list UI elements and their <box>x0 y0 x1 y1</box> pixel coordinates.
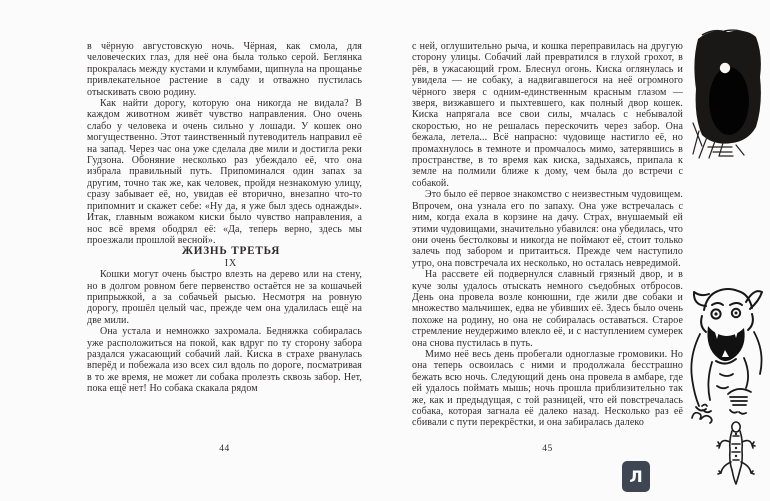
left-page <box>87 41 362 395</box>
animal-top-view-sketch <box>716 420 756 486</box>
logo-letter: Л <box>629 467 643 486</box>
snarling-dog-illustration <box>686 282 768 415</box>
chapter-heading: ЖИЗНЬ ТРЕТЬЯ <box>181 245 281 258</box>
body-paragraph: Мимо неё весь день пробегали одноглазые громовики. Но она теперь освоилась с ними и продолжала бесстрашно бежать всю ночь. Следующий день она провела в амбаре, где ей удалось поймать мышь; ночь прошла приблизительно так же, как и предыдущая, с той разницей, что ей повстречалась собака, которая загнала её далеко назад. Несколько раз её сбивали с пути перекрёстки, и она забиралась далеко <box>412 348 683 429</box>
left-page-number: 44 <box>219 444 230 454</box>
right-page <box>412 41 683 429</box>
section-number-heading: IX <box>224 257 238 269</box>
body-paragraph: Как найти дорогу, которую она никогда не видала? В каждом животном живёт чувство направления. Оно очень слабо у человека и очень сильно у лошади. У кошек оно могущественно. Этот таинственный путеводитель направил её на запад. Через час она уже сделала две мили и достигла реки Гудзона. Обоняние несколько раз убеждало её, что она избрала правильный путь. Припоминался один запах за другим, точно так же, как человек, пройдя незнакомую улицу, сразу забывает её, но, увидав её вторично, внезапно что-то припомнит и скажет себе: «Ну да, я уже был здесь однажды». Итак, главным вожаком киски было чувство направления, а нос всё время ободрял её: «Да, теперь верно, здесь мы проезжали прошлой весной». <box>87 98 362 246</box>
body-paragraph: Она устала и немножко захромала. Бедняжка собиралась уже расположиться на покой, как вдруг по ту сторону забора раздался ужасающий собачий лай. Киска в страхе рванулась вперёд и побежала изо всех сил вдоль по дороге, посматривая в то же время, не может ли собака пролезть сквозь забор. Нет, пока ещё нет! Но собака скакала рядом <box>87 326 362 395</box>
curl-doodle-sketch <box>688 402 718 426</box>
body-paragraph: Кошки могут очень быстро влезть на дерево или на стену, но в долгом ровном беге первенство остаётся не за кошачьей припрыжкой, а за собачьей рысью. Несмотря на ровную дорогу, прошёл целый час, прежде чем она удалилась ещё на две мили. <box>87 269 362 326</box>
labirint-logo <box>622 461 650 492</box>
body-paragraph: с ней, оглушительно рыча, и кошка переправилась на другую сторону улицы. Собачий лай превратился в глухой грохот, в рёв, в ужасающий гром. Блеснул огонь. Киска оглянулась и увидела — не собаку, а надвигавшегося на неё огромного чёрного зверя с одним-единственным красным глазом — зверя, визжавшего и пыхтевшего, как полный двор кошек. Киска напрягала все свои силы, мчалась с небывалой скоростью, но не решалась перескочить через забор. Она бежала, летела... Всё напрасно: чудовище настигло её, но промахнулось в темноте и промчалось мимо, затерявшись в пространстве, в то время как киска, задыхаясь, припала к земле на полмили ближе к дому, чем была до встречи с собакой. <box>412 41 683 189</box>
right-page-number: 45 <box>542 444 553 454</box>
body-paragraph: Это было её первое знакомство с неизвестным чудовищем. Впрочем, она узнала его по запаху. Она уже встречалась с ним, когда ехала в корзине на дачу. Страх, внушаемый ей этими чудовищами, значительно убавился: она убедилась, что они очень бестолковы и никогда не поймают её, стоит только залечь под забором и притаиться. Прежде чем наступило утро, она повстречала их несколько, но осталась невредимой. <box>412 189 683 269</box>
body-paragraph: в чёрную августовскую ночь. Чёрная, как смола, для человеческих глаз, для неё она была только серой. Беглянка прокралась между кустами и клумбами, щипнула на прощанье привлекательное растение в саду и отважно пустилась отыскивать свою родину. <box>87 41 362 98</box>
thicket-eye-illustration <box>688 25 766 160</box>
body-paragraph: На рассвете ей подвернулся славный грязный двор, и в куче золы удалось отыскать немного съедобных отбросов. День она провела возле конюшни, где жили две собаки и множество мальчишек, едва не убивших её. Здесь было очень похоже на родину, но она не собиралась оставаться. Старое стремление неудержимо влекло её, и с наступлением сумерек она снова пустилась в путь. <box>412 269 683 349</box>
